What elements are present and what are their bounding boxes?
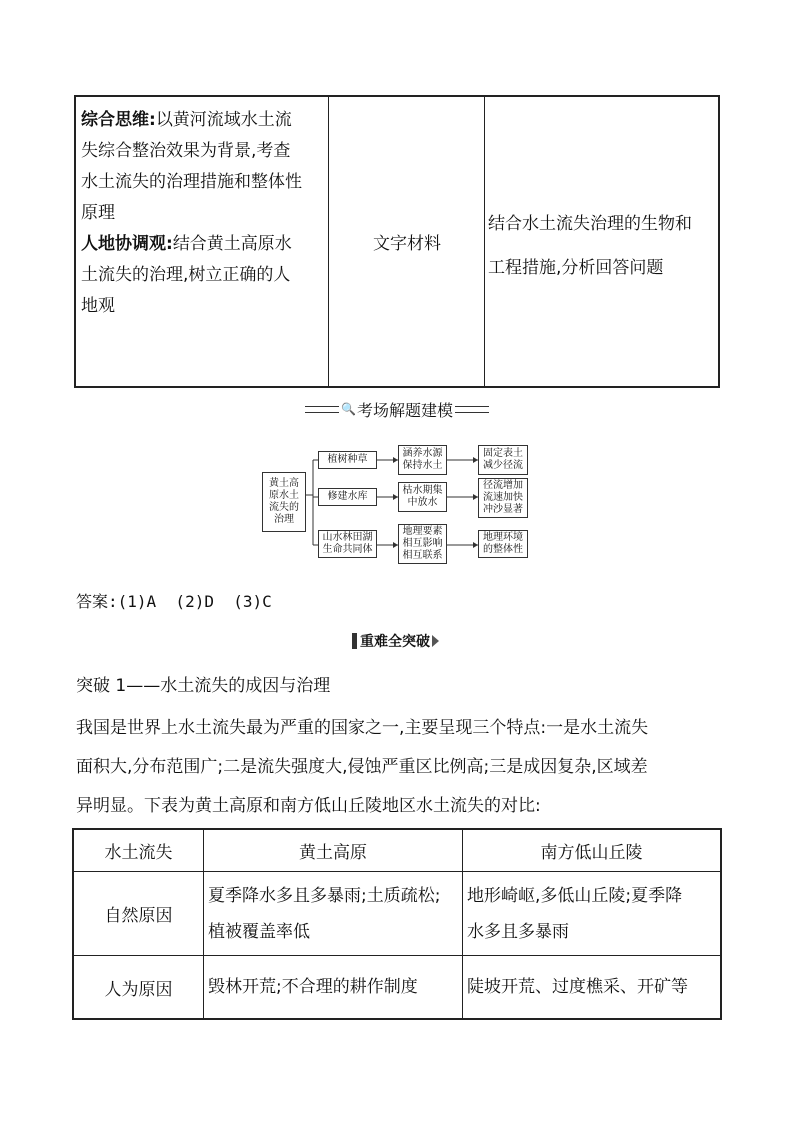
header-cell: 南方低山丘陵 (540, 843, 643, 863)
breakthrough-title: 突破 1——水土流失的成因与治理 (76, 676, 331, 696)
text-line: 植被覆盖率低 (208, 922, 310, 942)
result-box-1: 固定表土 减少径流 (478, 445, 528, 475)
text-line: 人地协调观:结合黄土高原水 (81, 234, 292, 254)
measure-box-reservoir: 修建水库 (318, 488, 377, 506)
magnifier-icon: 🔍 (341, 402, 356, 416)
result-box-2: 径流增加 流速加快 冲沙显著 (478, 478, 528, 518)
section-heading (352, 631, 439, 651)
heading-arrow-icon (432, 635, 439, 647)
intro-line-3: 异明显。下表为黄土高原和南方低山丘陵地区水土流失的对比: (76, 796, 541, 816)
row-label: 自然原因 (104, 906, 173, 926)
header-cell: 黄土高原 (299, 843, 367, 863)
south-natural-cell (467, 878, 719, 950)
measure-box-trees: 植树种草 (318, 451, 377, 469)
effect-box-3: 地理要素 相互影响 相互联系 (398, 524, 447, 564)
text-line: 结合水土流失治理的生物和 (488, 214, 692, 234)
heading-bar-icon (352, 633, 357, 649)
result-box-3: 地理环境 的整体性 (478, 530, 528, 558)
effect-box-2: 枯水期集 中放水 (398, 482, 447, 512)
root-box: 黄土高 原水土 流失的 治理 (262, 472, 306, 532)
text-line: 工程措施,分析回答问题 (488, 258, 664, 278)
text-line: 失综合整治效果为背景,考查 (81, 141, 291, 161)
south-human-cell (467, 969, 719, 1005)
loess-human-cell (208, 969, 466, 1005)
effect-box-1: 涵养水源 保持水土 (398, 445, 447, 475)
text-line: 水土流失的治理措施和整体性 (81, 172, 302, 192)
section-heading-text: 重难全突破 (360, 634, 430, 650)
measure-box-ecosystem: 山水林田湖 生命共同体 (318, 530, 377, 558)
comparison-table (72, 828, 722, 1020)
row-label: 人为原因 (104, 979, 173, 1000)
text-line: 土流失的治理,树立正确的人 (81, 265, 291, 285)
text-line: 毁林开荒;不合理的耕作制度 (208, 977, 418, 997)
text-line: 夏季降水多且多暴雨;土质疏松; (208, 886, 441, 906)
intro-line-1: 我国是世界上水土流失最为严重的国家之一,主要呈现三个特点:一是水土流失 (76, 718, 649, 738)
text-line: 水多且多暴雨 (467, 922, 569, 942)
material-cell: 文字材料 (373, 234, 441, 254)
intro-line-2: 面积大,分布范围广;二是流失强度大,侵蚀严重区比例高;三是成因复杂,区域差 (76, 757, 648, 777)
answer-line: 答案:(1)A (2)D (3)C (76, 592, 272, 611)
loess-natural-cell (208, 878, 466, 950)
text-line: 地形崎岖,多低山丘陵;夏季降 (467, 886, 683, 906)
text-line: 综合思维:以黄河流域水土流 (81, 110, 292, 130)
model-title-text: 考场解题建模 (356, 400, 453, 420)
text-line: 地观 (81, 296, 115, 316)
header-cell: 水土流失 (104, 843, 173, 863)
text-line: 原理 (81, 203, 115, 223)
text-line: 陡坡开荒、过度樵采、开矿等 (467, 977, 688, 997)
